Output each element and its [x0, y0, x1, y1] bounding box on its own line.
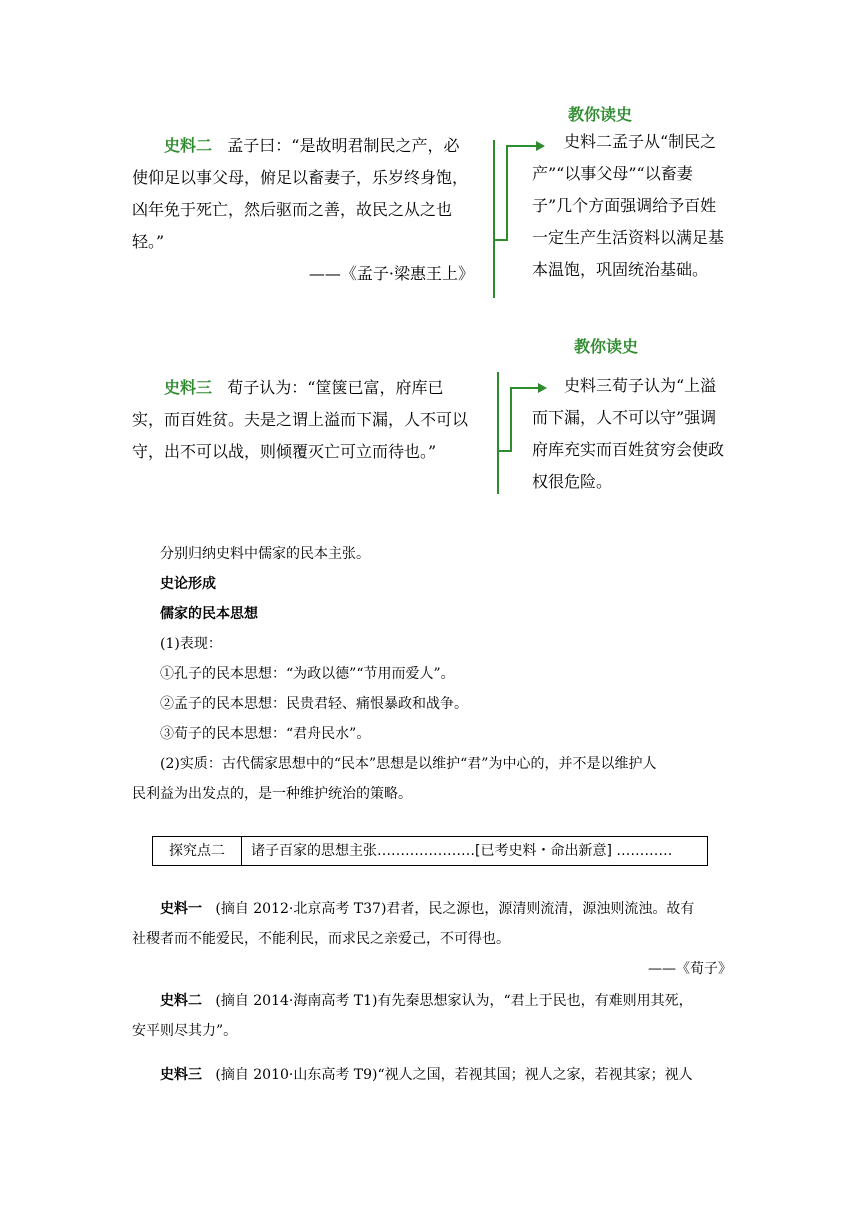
tip-text-1	[532, 126, 762, 286]
passage-line: 实，而百姓贫。夫是之谓上溢而下漏，人不可以	[132, 410, 469, 429]
summary-item: 民利益为出发点的，是一种维护统治的策略。	[132, 786, 412, 802]
passage-line: 凶年免于死亡，然后驱而之善，故民之从之也	[132, 200, 453, 219]
topic-number: 探究点二	[153, 837, 242, 865]
material-line: 君者，民之源也，源清则流清，源浊则流浊。故有	[386, 901, 695, 917]
source-passage-2	[132, 130, 492, 290]
connector-bottom-2	[498, 450, 512, 452]
material-line: “视人之国，若视其国；视人之家，若视其家；视人	[377, 1067, 693, 1083]
passage-source: ——《孟子·梁惠王上》	[308, 264, 474, 283]
connector-line-1	[506, 145, 508, 240]
source-passage-3	[132, 372, 492, 468]
summary-item: ②孟子的民本思想：民贵君轻、痛恨暴政和战争。	[160, 696, 468, 712]
summary-item: ①孔子的民本思想：“为政以德”“节用而爱人”。	[160, 666, 455, 682]
topic-box	[152, 836, 708, 866]
tip-line: 史料二孟子从“制民之	[564, 132, 717, 151]
tip-title-2: 教你读史	[574, 337, 639, 356]
material-ref: (摘自 2014·海南高考 T1)	[215, 993, 378, 1009]
tip-line: 府库充实而百姓贫穷会使政	[532, 440, 725, 459]
material-line: 安平则尽其力”。	[132, 1023, 238, 1039]
bracket-line-2	[497, 372, 499, 494]
connector-line-2	[510, 387, 512, 451]
passage-line: 孟子曰：“是故明君制民之产，必	[227, 136, 460, 155]
summary-item: (2)实质：古代儒家思想中的“民本”思想是以维护“君”为中心的，并不是以维护人	[160, 756, 657, 772]
source-label: 史料三	[164, 378, 213, 397]
material-2	[132, 986, 752, 1046]
tip-line: 史料三荀子认为“上溢	[564, 376, 717, 395]
summary-section	[132, 539, 752, 809]
tip-text-2	[532, 370, 762, 498]
tip-line: 权很危险。	[532, 472, 613, 491]
material-ref: (摘自 2010·山东高考 T9)	[215, 1067, 378, 1083]
connector-bottom-1	[494, 239, 508, 241]
material-label: 史料一	[160, 901, 202, 917]
material-label: 史料二	[160, 993, 202, 1009]
heading-confucian: 儒家的民本思想	[160, 606, 258, 622]
summary-item: ③荀子的民本思想：“君舟民水”。	[160, 726, 371, 742]
material-line: 有先秦思想家认为，“君上于民也，有难则用其死，	[377, 993, 693, 1009]
tip-line: 本温饱，巩固统治基础。	[532, 260, 709, 279]
question-text: 分别归纳史料中儒家的民本主张。	[160, 546, 370, 562]
material-ref: (摘自 2012·北京高考 T37)	[215, 901, 387, 917]
tip-line: 而下漏，人不可以守”强调	[532, 408, 717, 427]
material-label: 史料三	[160, 1067, 202, 1083]
passage-line: 轻。”	[132, 232, 165, 251]
material-1	[132, 894, 752, 984]
material-3	[132, 1060, 752, 1090]
tip-line: 子”几个方面强调给予百姓	[532, 196, 717, 215]
summary-item: (1)表现：	[160, 636, 222, 652]
material-source: ——《荀子》	[648, 961, 732, 977]
tip-line: 产”“以事父母”“以畜妻	[532, 164, 693, 183]
passage-line: 荀子认为：“筐箧已富，府库已	[227, 378, 444, 397]
bracket-line-1	[493, 140, 495, 298]
tip-title-1: 教你读史	[568, 105, 633, 124]
passage-line: 守，出不可以战，则倾覆灭亡可立而待也。”	[132, 442, 437, 461]
source-label: 史料二	[164, 136, 213, 155]
heading-conclusion: 史论形成	[160, 576, 216, 592]
passage-line: 使仰足以事父母，俯足以畜妻子，乐岁终身饱，	[132, 168, 469, 187]
material-line: 社稷者而不能爱民，不能利民，而求民之亲爱己，不可得也。	[132, 931, 510, 947]
topic-title: 诸子百家的思想主张…………………[已考史料・命出新意] …………	[251, 843, 673, 859]
tip-line: 一定生产生活资料以满足基	[532, 228, 725, 247]
